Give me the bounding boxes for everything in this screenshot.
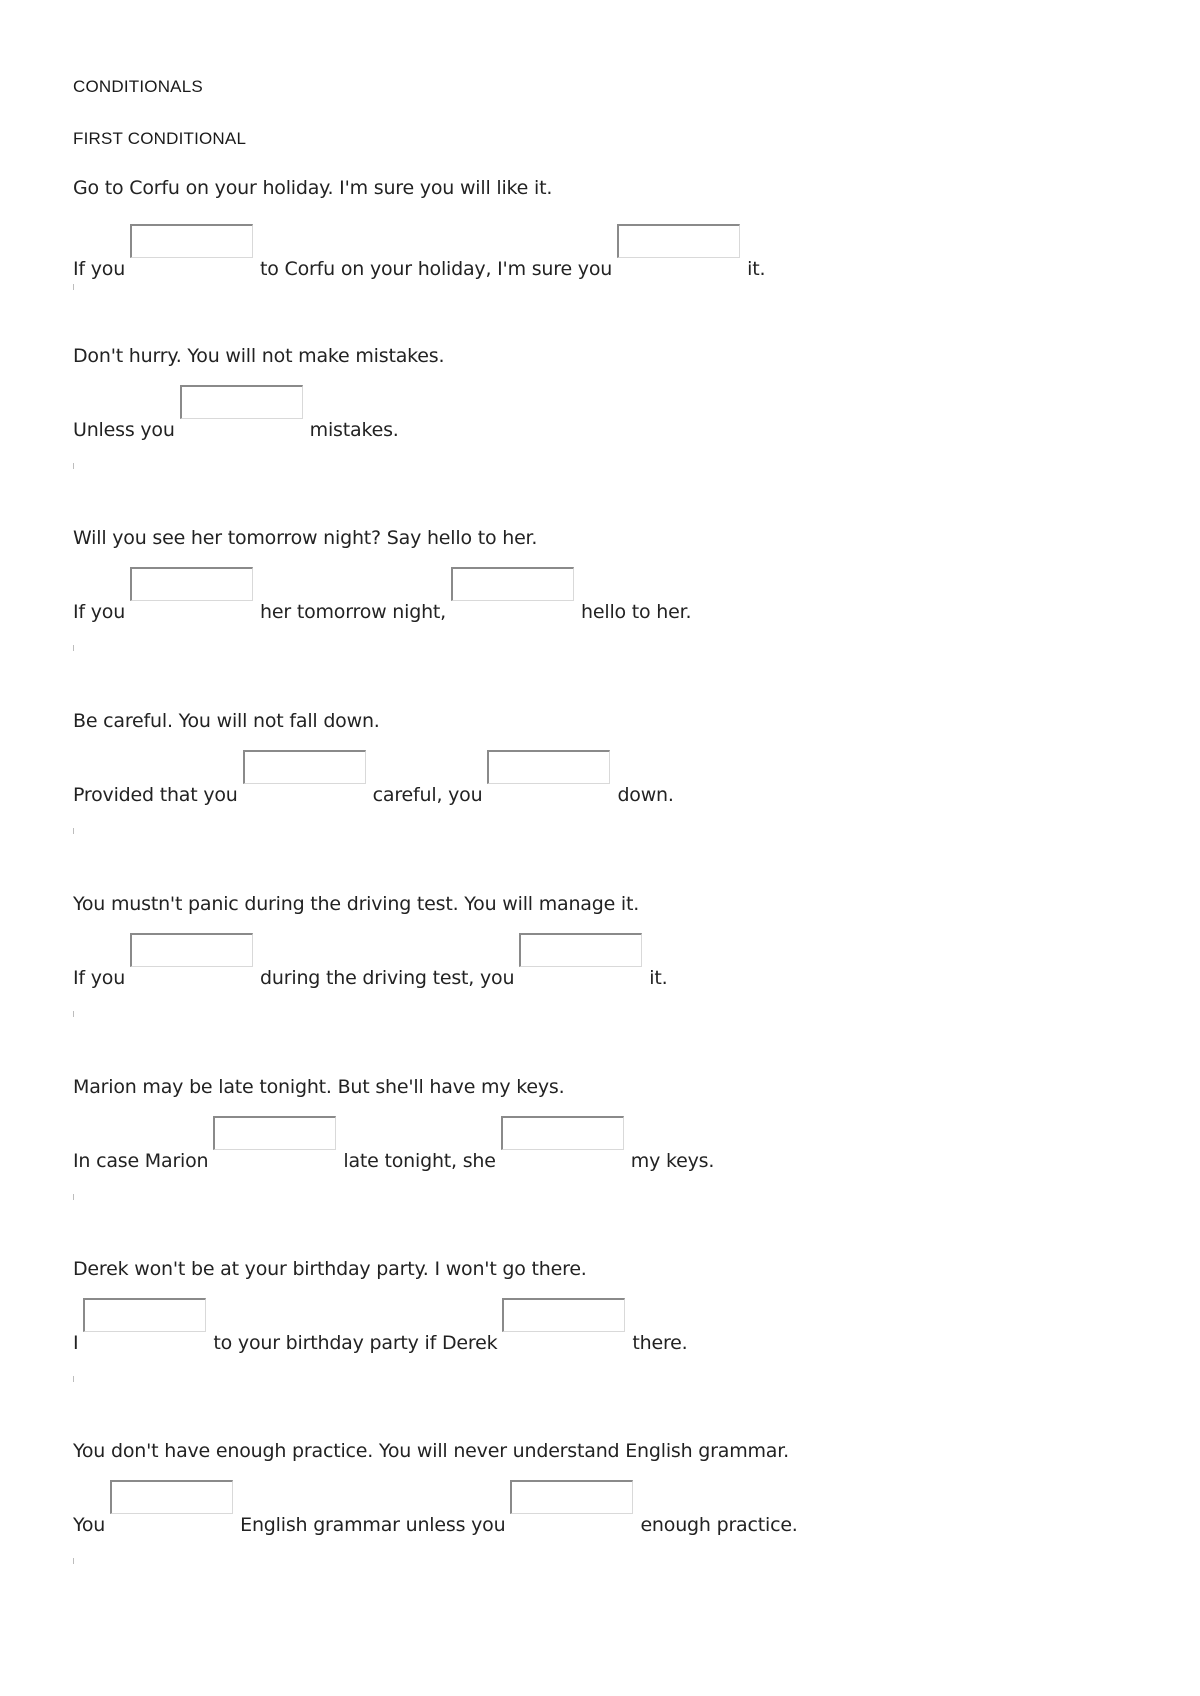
answer-text: Provided that you <box>73 784 238 806</box>
divider-mark <box>73 1376 74 1382</box>
answer-text: If you <box>73 601 126 623</box>
answer-text: You <box>73 1514 106 1536</box>
exercise-prompt: Be careful. You will not fall down. <box>73 710 380 732</box>
answer-text: hello to her. <box>581 601 692 623</box>
answer-input[interactable] <box>451 567 574 601</box>
answer-input[interactable] <box>519 933 642 967</box>
answer-text: In case Marion <box>73 1150 209 1172</box>
answer-text: enough practice. <box>640 1514 798 1536</box>
exercise-7 <box>73 1258 1153 1438</box>
answer-line <box>73 385 399 445</box>
answer-input[interactable] <box>130 933 253 967</box>
answer-line <box>73 224 765 284</box>
answer-line <box>73 1116 714 1176</box>
answer-text: to Corfu on your holiday, I'm sure you <box>260 258 613 280</box>
exercise-prompt: Don't hurry. You will not make mistakes. <box>73 345 445 367</box>
exercise-2 <box>73 345 1153 525</box>
answer-text: during the driving test, you <box>260 967 515 989</box>
exercise-prompt: You mustn't panic during the driving test. You will manage it. <box>73 893 640 915</box>
divider-mark <box>73 1011 74 1017</box>
answer-line <box>73 933 667 993</box>
exercise-prompt: You don't have enough practice. You will never understand English grammar. <box>73 1440 789 1462</box>
answer-input[interactable] <box>501 1116 624 1150</box>
divider-mark <box>73 284 74 290</box>
answer-line <box>73 1298 687 1358</box>
answer-input[interactable] <box>213 1116 336 1150</box>
exercise-prompt: Marion may be late tonight. But she'll have my keys. <box>73 1076 565 1098</box>
divider-mark <box>73 828 74 834</box>
page-title: CONDITIONALS <box>73 77 203 96</box>
exercise-prompt: Go to Corfu on your holiday. I'm sure you will like it. <box>73 177 553 199</box>
answer-text: mistakes. <box>309 419 399 441</box>
exercise-prompt: Will you see her tomorrow night? Say hello to her. <box>73 527 538 549</box>
answer-input[interactable] <box>130 224 253 258</box>
divider-mark <box>73 1558 74 1564</box>
answer-text: my keys. <box>630 1150 715 1172</box>
answer-text: English grammar unless you <box>240 1514 506 1536</box>
answer-input[interactable] <box>130 567 253 601</box>
answer-text: down. <box>617 784 674 806</box>
answer-text: there. <box>632 1332 688 1354</box>
divider-mark <box>73 1194 74 1200</box>
answer-text: her tomorrow night, <box>260 601 447 623</box>
answer-text: to your birthday party if Derek <box>213 1332 498 1354</box>
answer-text: careful, you <box>372 784 483 806</box>
divider-mark <box>73 463 74 469</box>
answer-line <box>73 567 691 627</box>
answer-text: If you <box>73 967 126 989</box>
exercise-4 <box>73 710 1153 890</box>
exercise-3 <box>73 527 1153 707</box>
answer-text: it. <box>747 258 766 280</box>
exercise-6 <box>73 1076 1153 1256</box>
exercise-1 <box>73 177 1153 357</box>
answer-input[interactable] <box>180 385 303 419</box>
answer-input[interactable] <box>487 750 610 784</box>
answer-text: Unless you <box>73 419 175 441</box>
answer-input[interactable] <box>617 224 740 258</box>
exercise-8 <box>73 1440 1153 1620</box>
answer-input[interactable] <box>83 1298 206 1332</box>
divider-mark <box>73 645 74 651</box>
answer-input[interactable] <box>502 1298 625 1332</box>
section-title: FIRST CONDITIONAL <box>73 129 247 148</box>
exercise-prompt: Derek won't be at your birthday party. I won't go there. <box>73 1258 587 1280</box>
answer-text: it. <box>649 967 668 989</box>
answer-input[interactable] <box>243 750 366 784</box>
answer-input[interactable] <box>510 1480 633 1514</box>
exercise-5 <box>73 893 1153 1073</box>
answer-text: late tonight, she <box>343 1150 496 1172</box>
answer-input[interactable] <box>110 1480 233 1514</box>
answer-line <box>73 750 674 810</box>
answer-line <box>73 1480 798 1540</box>
answer-text: If you <box>73 258 126 280</box>
answer-text: I <box>73 1332 79 1354</box>
